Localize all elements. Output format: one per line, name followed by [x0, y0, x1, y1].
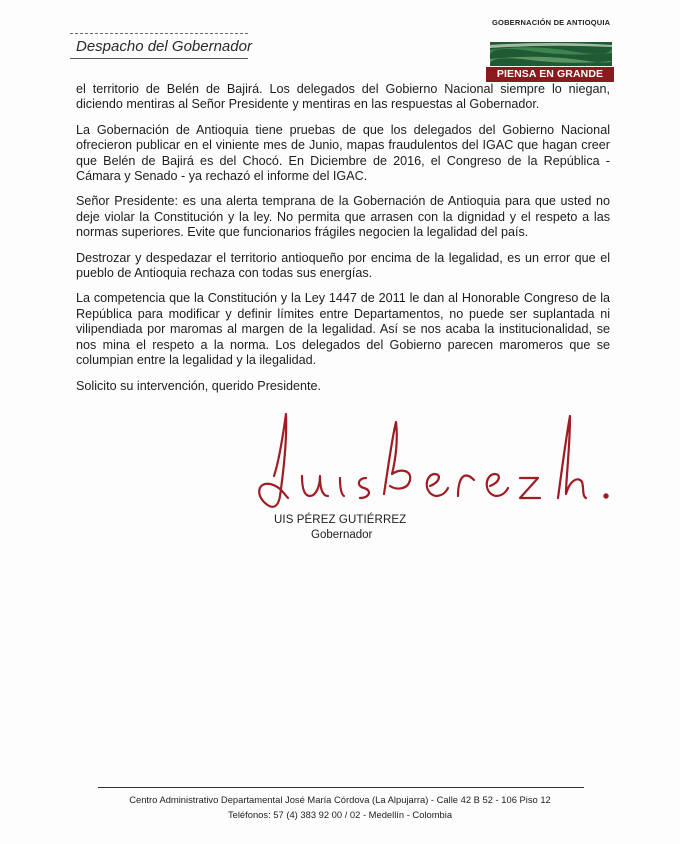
footer-contact: Teléfonos: 57 (4) 383 92 00 / 02 - Medellín - Colombia	[227, 809, 453, 820]
paragraph: Destrozar y despedazar el territorio antioqueño por encima de la legalidad, es un error que el pueblo de Antioquia rechaza con todas sus energías.	[76, 250, 610, 281]
closing-line: Solicito su intervención, querido Presidente.	[76, 378, 322, 393]
header-divider-top	[70, 33, 248, 34]
header-divider-bottom	[70, 58, 248, 59]
office-title: Despacho del Gobernador	[76, 38, 252, 55]
footer-divider	[98, 787, 584, 788]
government-name: GOBERNACIÓN DE ANTIOQUIA	[492, 18, 611, 27]
paragraph: La competencia que la Constitución y la Ley 1447 de 2011 le dan al Honorable Congreso de la República para modificar y definir límites entre Departamentos, no puede ser suplantada ni vilipendiada por maromas al margen de la legalidad. Así se nos acaba la institucionalidad, se nos mina el respeto a la norma. Los delegados del Gobierno parecen maromeros que se columpian entre la legalidad y la ilegalidad.	[76, 291, 610, 368]
signer-name: UIS PÉREZ GUTIÉRREZ	[274, 514, 407, 526]
signer-title: Gobernador	[311, 529, 373, 541]
brand-band-graphic	[490, 42, 612, 66]
paragraph: Señor Presidente: es una alerta temprana de la Gobernación de Antioquia para que usted no deje violar la Constitución y la ley. No permita que arrasen con la dignidad y el respeto a las normas superiores. Evite que funcionarios frágiles negocien la legalidad del país.	[76, 194, 610, 240]
paragraph: La Gobernación de Antioquia tiene pruebas de que los delegados del Gobierno Nacional ofrecieron publicar en el viniente mes de Junio, mapas fraudulentos del IGAC que hagan creer que Belén de Bajirá es del Chocó. En Diciembre de 2016, el Congreso de la República - Cámara y Senado - ya rechazó el informe del IGAC.	[76, 122, 610, 184]
letter-body	[76, 82, 610, 404]
paragraph: el territorio de Belén de Bajirá. Los delegados del Gobierno Nacional siempre lo niegan, diciendo mentiras al Señor Presidente y mentiras en las respuestas al Gobernador.	[76, 82, 610, 112]
slogan-badge: PIENSA EN GRANDE	[486, 67, 614, 82]
footer-address: Centro Administrativo Departamental José María Córdova (La Alpujarra) - Calle 42 B 52 - 106 Piso 12	[129, 794, 551, 805]
handwritten-signature	[240, 398, 620, 528]
